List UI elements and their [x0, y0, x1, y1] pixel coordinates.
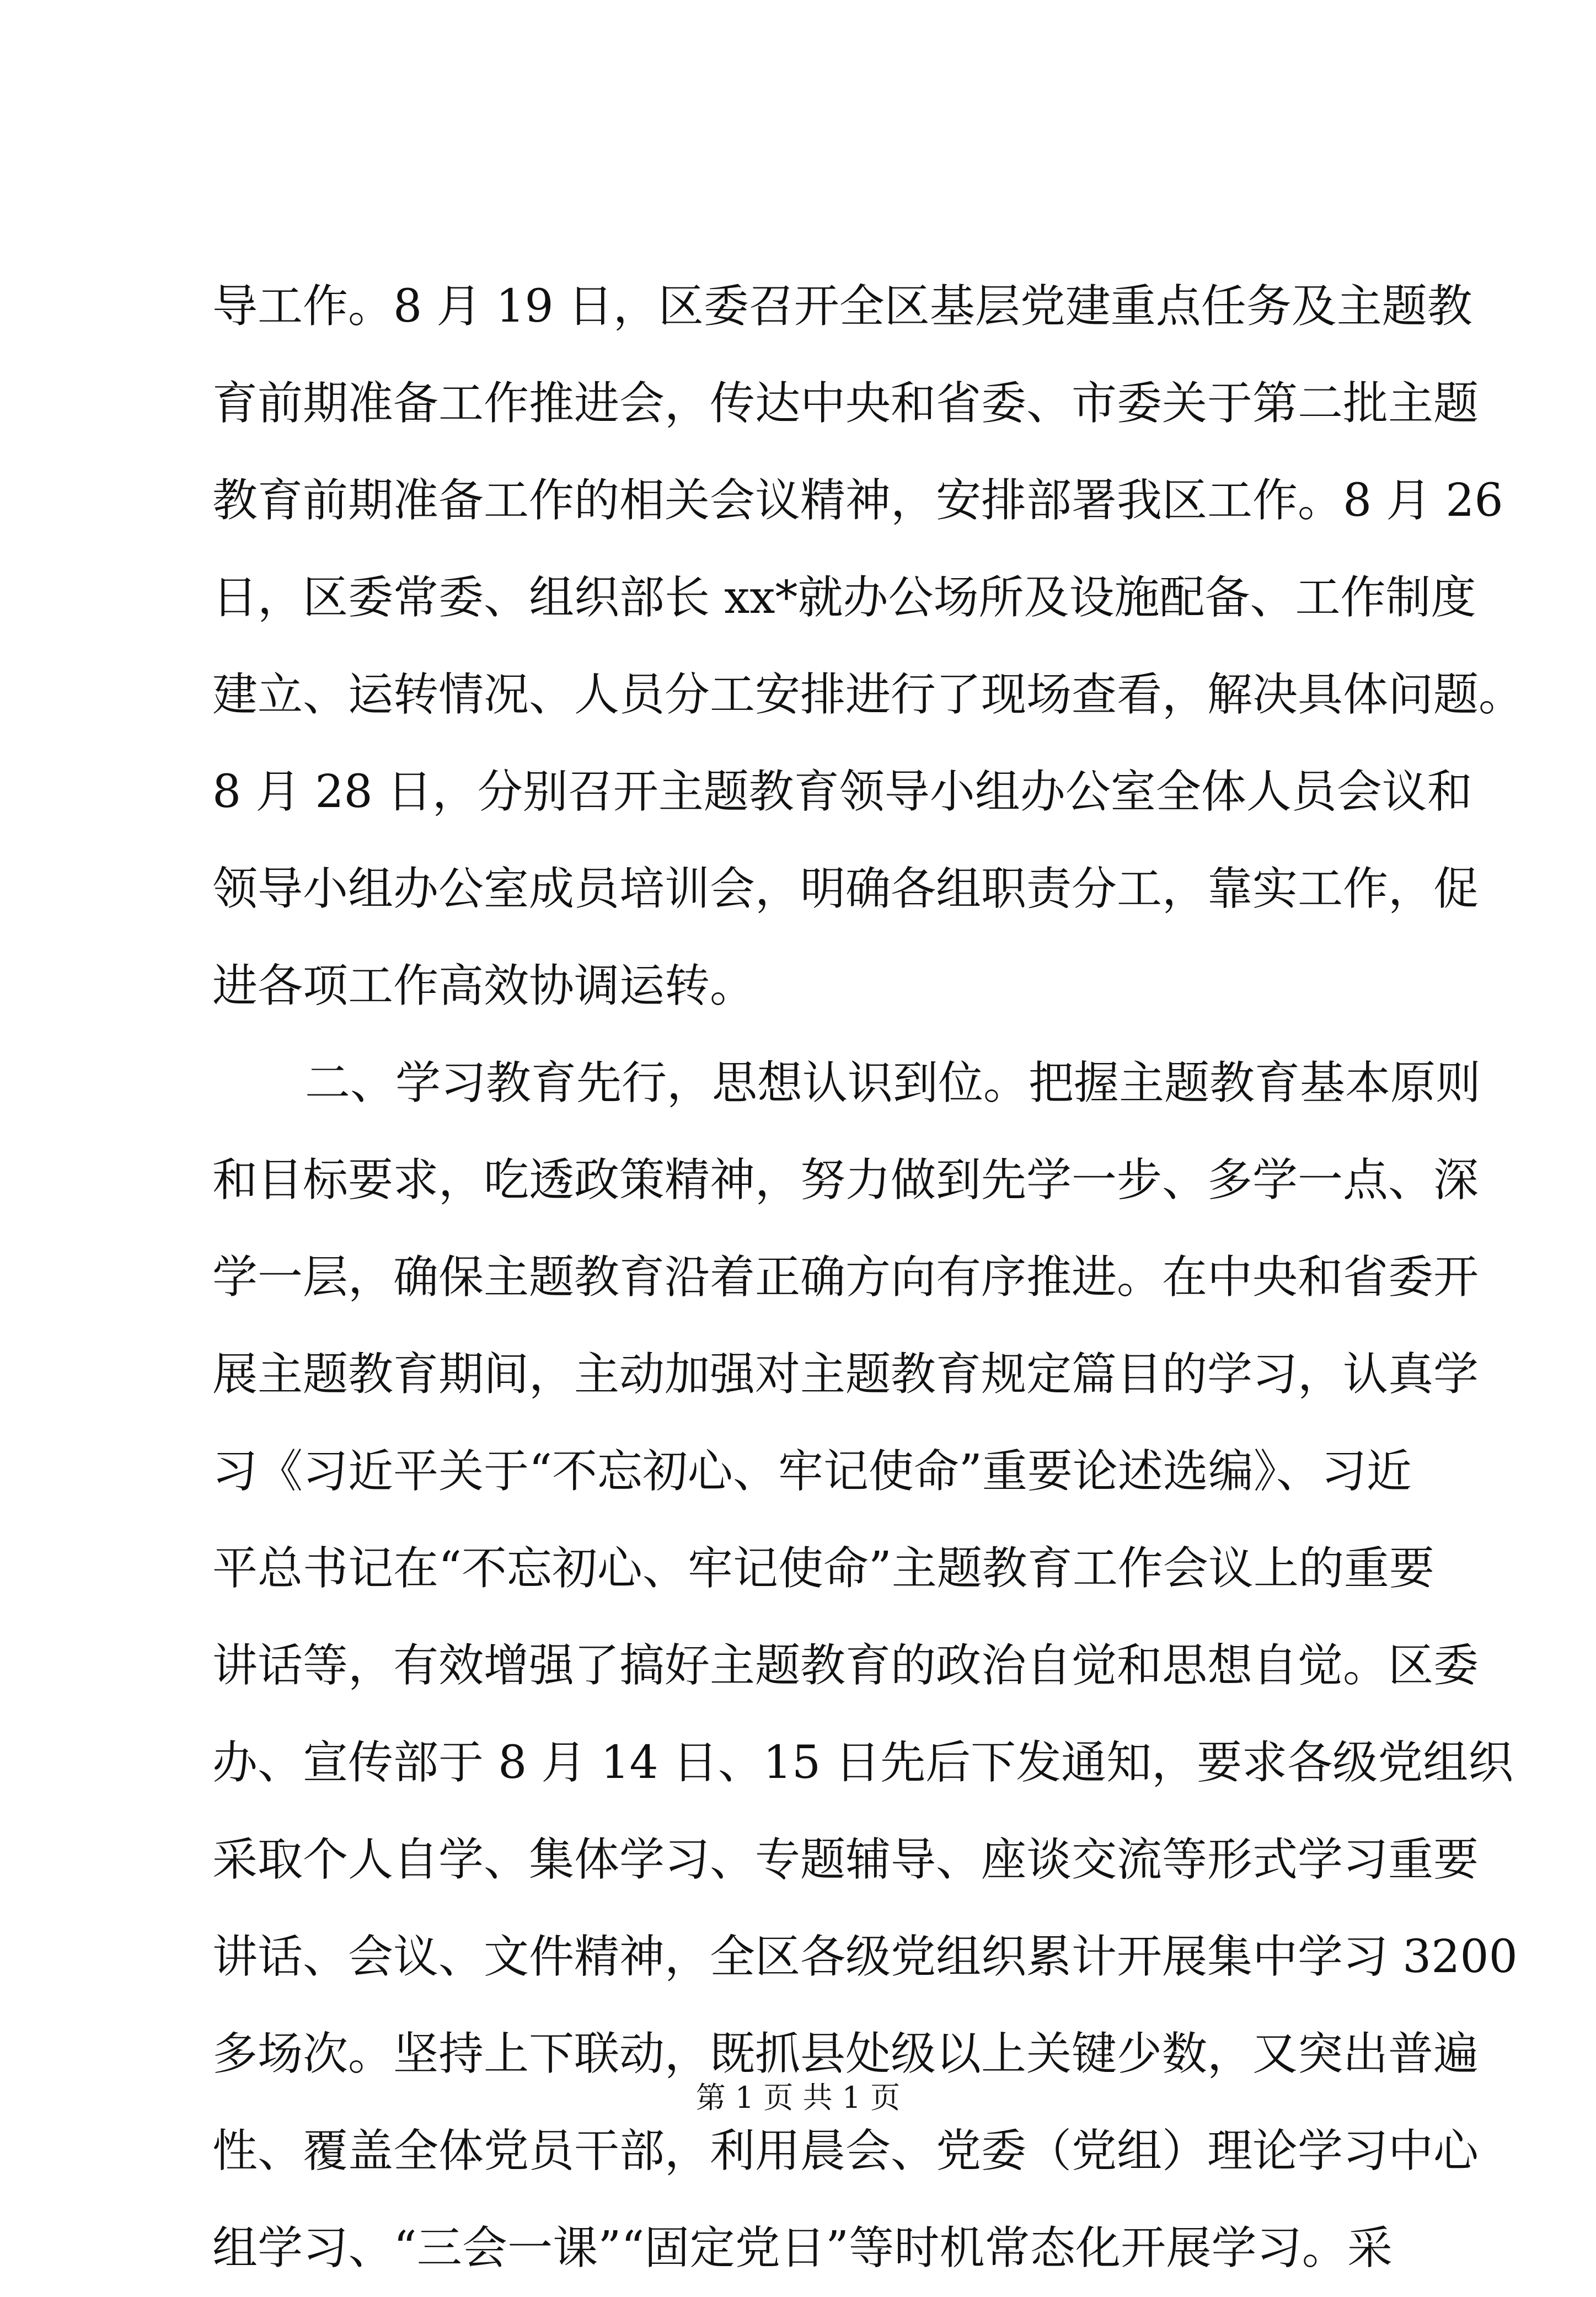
text-line: 展主题教育期间，主动加强对主题教育规定篇目的学习，认真学	[212, 1348, 1479, 1401]
text-line: 多场次。坚持上下联动，既抓县处级以上关键少数，又突出普遍	[212, 2028, 1479, 2080]
text-line: 和目标要求，吃透政策精神，努力做到先学一步、多学一点、深	[212, 1154, 1479, 1206]
text-line: 教育前期准备工作的相关会议精神，安排部署我区工作。8 月 26	[212, 474, 1503, 527]
text-line: 习《习近平关于“不忘初心、牢记使命”重要论述选编》、习近	[212, 1445, 1412, 1498]
text-line: 平总书记在“不忘初心、牢记使命”主题教育工作会议上的重要	[212, 1542, 1434, 1595]
text-line: 建立、运转情况、人员分工安排进行了现场查看，解决具体问题。	[212, 669, 1524, 721]
text-line: 日，区委常委、组织部长 xx*就办公场所及设施配备、工作制度	[212, 571, 1476, 624]
text-line: 进各项工作高效协调运转。	[212, 960, 756, 1012]
text-line: 8 月 28 日，分别召开主题教育领导小组办公室全体人员会议和	[212, 766, 1472, 818]
page-number-label: 第 1 页 共 1 页	[695, 2080, 901, 2115]
text-line-paragraph-start: 二、学习教育先行，思想认识到位。把握主题教育基本原则	[305, 1057, 1481, 1109]
text-line: 性、覆盖全体党员干部，利用晨会、党委（党组）理论学习中心	[212, 2125, 1479, 2177]
page-footer	[0, 2074, 1596, 2117]
text-line: 讲话、会议、文件精神，全区各级党组织累计开展集中学习 3200	[212, 1931, 1518, 1983]
document-body	[212, 258, 1524, 2297]
text-line: 领导小组办公室成员培训会，明确各组职责分工，靠实工作，促	[212, 863, 1479, 915]
text-line: 组学习、“三会一课”“固定党日”等时机常态化开展学习。采	[212, 2222, 1393, 2274]
text-line: 办、宣传部于 8 月 14 日、15 日先后下发通知，要求各级党组织	[212, 1737, 1514, 1789]
text-line: 讲话等，有效增强了搞好主题教育的政治自觉和思想自觉。区委	[212, 1639, 1479, 1692]
text-line: 育前期准备工作推进会，传达中央和省委、市委关于第二批主题	[212, 377, 1479, 430]
text-line: 采取个人自学、集体学习、专题辅导、座谈交流等形式学习重要	[212, 1834, 1479, 1886]
text-line: 导工作。8 月 19 日，区委召开全区基层党建重点任务及主题教	[212, 280, 1472, 333]
text-line: 学一层，确保主题教育沿着正确方向有序推进。在中央和省委开	[212, 1251, 1479, 1304]
